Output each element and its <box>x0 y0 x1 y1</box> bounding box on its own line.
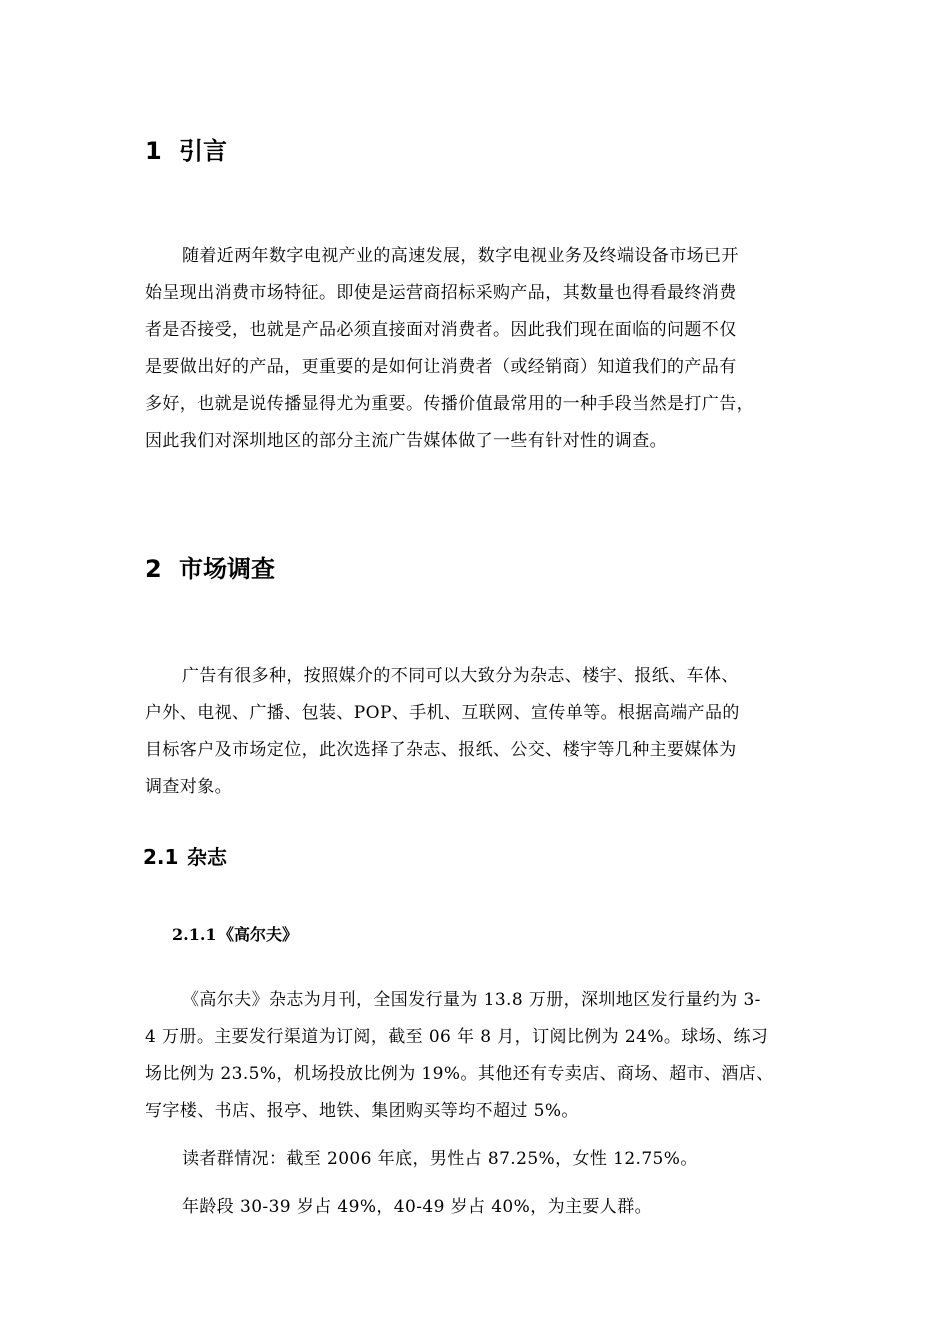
text-line: 始呈现出消费市场特征。即使是运营商招标采购产品，其数量也得看最终消费 <box>145 283 737 303</box>
section-number: 2 <box>145 555 162 583</box>
section-heading-2 <box>145 554 275 584</box>
section-number: 2.1 <box>143 845 179 869</box>
text-line: 写字楼、书店、报亭、地铁、集团购买等均不超过 5%。 <box>145 1101 579 1121</box>
section-number: 1 <box>145 137 162 165</box>
text-line: 户外、电视、广播、包装、POP、手机、互联网、宣传单等。根据高端产品的 <box>145 703 740 723</box>
text-line: 是要做出好的产品，更重要的是如何让消费者（或经销商）知道我们的产品有 <box>145 357 737 377</box>
section-heading-2-1-1 <box>172 924 298 946</box>
section-title: 市场调查 <box>179 555 275 583</box>
section-number: 2.1.1 <box>172 925 217 944</box>
section-title: 杂志 <box>187 845 227 869</box>
text-line: 场比例为 23.5%，机场投放比例为 19%。其他还有专卖店、商场、超市、酒店、 <box>145 1064 774 1084</box>
readers-paragraph: 读者群情况：截至 2006 年底，男性占 87.25%，女性 12.75%。 <box>182 1149 698 1169</box>
age-paragraph: 年龄段 30-39 岁占 49%，40-49 岁占 40%，为主要人群。 <box>182 1197 653 1217</box>
text-line: 随着近两年数字电视产业的高速发展，数字电视业务及终端设备市场已开 <box>182 246 739 266</box>
text-line: 调查对象。 <box>145 777 232 797</box>
text-line: 广告有很多种，按照媒介的不同可以大致分为杂志、楼宇、报纸、车体、 <box>182 666 739 686</box>
text-line: 多好，也就是说传播显得尤为重要。传播价值最常用的一种手段当然是打广告， <box>145 394 754 414</box>
text-line: 目标客户及市场定位，此次选择了杂志、报纸、公交、楼宇等几种主要媒体为 <box>145 740 737 760</box>
golf-paragraph <box>145 982 825 1130</box>
section-title: 《高尔夫》 <box>218 925 299 944</box>
section-heading-1 <box>145 136 227 166</box>
section-title: 引言 <box>179 137 227 165</box>
text-line: 4 万册。主要发行渠道为订阅，截至 06 年 8 月，订阅比例为 24%。球场、练习 <box>145 1027 769 1047</box>
text-line: 者是否接受，也就是产品必须直接面对消费者。因此我们现在面临的问题不仅 <box>145 320 737 340</box>
intro-paragraph <box>145 238 825 460</box>
text-line: 因此我们对深圳地区的部分主流广告媒体做了一些有针对性的调查。 <box>145 431 667 451</box>
market-paragraph <box>145 658 825 806</box>
section-heading-2-1 <box>143 844 227 870</box>
text-line: 《高尔夫》杂志为月刊，全国发行量为 13.8 万册，深圳地区发行量约为 3- <box>182 990 761 1010</box>
